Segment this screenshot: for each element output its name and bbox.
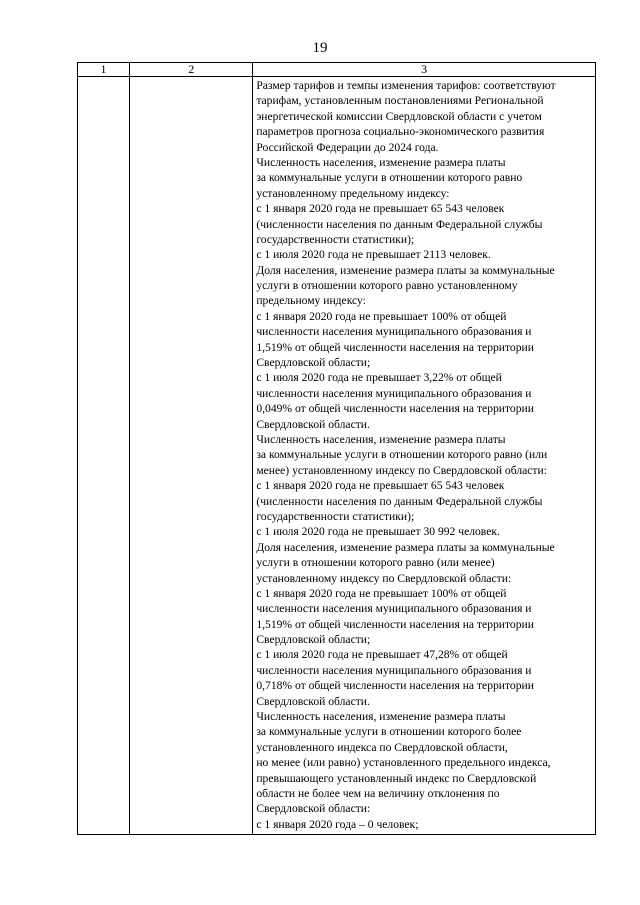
table-row (78, 77, 596, 835)
text-line: менее) установленному индексу по Свердловской области: (256, 463, 547, 477)
column-header-1: 1 (78, 63, 130, 77)
empty-cell-col2 (130, 77, 253, 835)
column-header-3: 3 (253, 63, 596, 77)
text-line: услуги в отношении которого равно установленному (256, 279, 518, 293)
text-line: с 1 июля 2020 года не превышает 30 992 человек. (256, 525, 500, 539)
text-line: с 1 января 2020 года не превышает 100% от общей (256, 586, 507, 600)
text-line: 0,049% от общей численности населения на территории (256, 402, 534, 416)
text-line: с 1 января 2020 года – 0 человек; (256, 817, 419, 831)
text-line: Свердловской области. (256, 417, 370, 431)
text-line: Доля населения, изменение размера платы за коммунальные (256, 540, 555, 554)
text-line: (численности населения по данным Федеральной службы (256, 217, 543, 231)
text-line: услуги в отношении которого равно (или менее) (256, 556, 495, 570)
text-line: Численность населения, изменение размера платы (256, 710, 506, 724)
text-line: численности населения муниципального образования и (256, 663, 532, 677)
text-line: с 1 июля 2020 года не превышает 47,28% от общей (256, 648, 508, 662)
text-line: области не более чем на величину отклонения по (256, 786, 500, 800)
text-line: энергетической комиссии Свердловской области с учетом (256, 109, 542, 123)
text-line: государственности статистики); (256, 232, 415, 246)
text-line: но менее (или равно) установленного предельного индекса, (256, 756, 551, 770)
text-line: (численности населения по данным Федеральной службы (256, 494, 543, 508)
text-line: за коммунальные услуги в отношении которого равно (256, 171, 523, 185)
text-line: Размер тарифов и темпы изменения тарифов: соответствуют (256, 79, 556, 92)
column-header-2: 2 (130, 63, 253, 77)
text-line: государственности статистики); (256, 509, 415, 523)
text-line: Российской Федерации до 2024 года. (256, 140, 439, 154)
text-line: с 1 июля 2020 года не превышает 3,22% от общей (256, 371, 502, 385)
text-line: с 1 июля 2020 года не превышает 2113 человек. (256, 248, 491, 262)
text-line: установленному индексу по Свердловской области: (256, 571, 512, 585)
text-line: тарифам, установленным постановлениями Региональной (256, 94, 544, 108)
text-line: за коммунальные услуги в отношении которого более (256, 725, 522, 739)
text-line: 0,718% от общей численности населения на территории (256, 679, 534, 693)
text-line: Свердловской области; (256, 633, 371, 647)
text-line: за коммунальные услуги в отношении которого равно (или (256, 448, 548, 462)
text-line: численности населения муниципального образования и (256, 386, 532, 400)
text-line: Доля населения, изменение размера платы за коммунальные (256, 263, 555, 277)
text-line: с 1 января 2020 года не превышает 65 543 человек (256, 479, 505, 493)
page-number: 19 (312, 40, 328, 56)
text-line: Свердловской области: (256, 802, 371, 816)
text-line: численности населения муниципального образования и (256, 325, 532, 339)
text-line: Численность населения, изменение размера платы (256, 432, 506, 446)
document-table (77, 62, 596, 835)
text-line: 1,519% от общей численности населения на территории (256, 340, 534, 354)
text-line: Численность населения, изменение размера платы (256, 155, 506, 169)
empty-cell-col1 (78, 77, 130, 835)
table-header-row (78, 63, 596, 77)
text-line: установленному предельному индексу: (256, 186, 450, 200)
text-line: Свердловской области. (256, 694, 370, 708)
text-line: установленного индекса по Свердловской области, (256, 740, 508, 754)
text-line: параметров прогноза социально-экономического развития (256, 125, 545, 139)
text-line: 1,519% от общей численности населения на территории (256, 617, 534, 631)
text-line: Свердловской области; (256, 356, 371, 370)
text-line: численности населения муниципального образования и (256, 602, 532, 616)
content-cell (253, 77, 596, 835)
text-line: предельному индексу: (256, 294, 366, 308)
text-line: с 1 января 2020 года не превышает 65 543 человек (256, 202, 505, 216)
text-line: с 1 января 2020 года не превышает 100% от общей (256, 309, 507, 323)
text-line: превышающего установленный индекс по Свердловской (256, 771, 537, 785)
